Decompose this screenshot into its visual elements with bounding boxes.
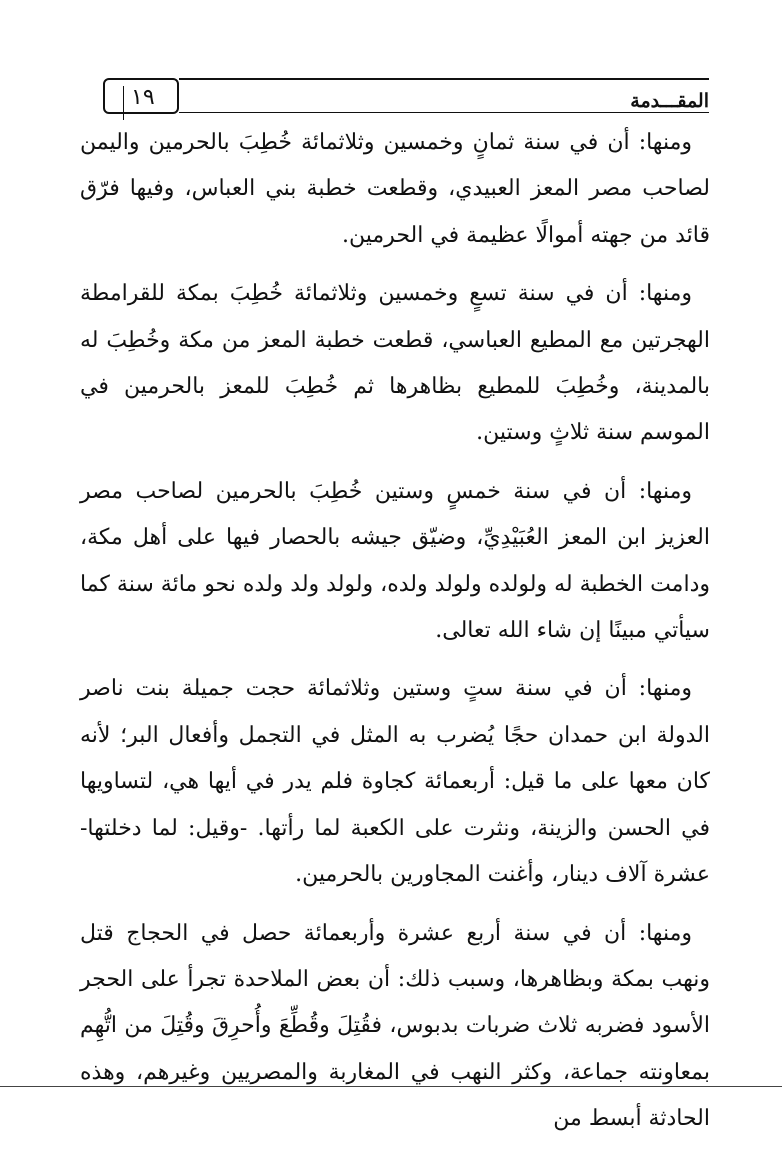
section-title: المقـــدمة <box>630 90 709 112</box>
page-header <box>103 78 709 122</box>
page-number: ١٩ <box>131 85 155 110</box>
page-body <box>80 120 710 1155</box>
footer-rule <box>0 1086 782 1087</box>
paragraph-3: ومنها: أن في سنة خمسٍ وستين خُطِبَ بالحرمين لصاحب مصر العزيز ابن المعز العُبَيْدِيِّ، وضيّق جيشه بالحصار فيها على أهل مكة، ودامت الخطبة له ولولده ولولد ولده، ولولد ولد ولده نحو مائة سنة كما سيأتي مبينًا إن شاء الله تعالى. <box>80 478 710 644</box>
paragraph-4: ومنها: أن في سنة ستٍ وستين وثلاثمائة حجت جميلة بنت ناصر الدولة ابن حمدان حجًا يُضرب به المثل في التجمل وأفعال البر؛ لأنه كان معها على ما قيل: أربعمائة كجاوة فلم يدر في أيها هي، لتساويها في الحسن والزينة، ونثرت على الكعبة لما رأتها. -وقيل: لما دخلتها- عشرة آلاف دينار، وأغنت المجاورين بالحرمين. <box>80 676 710 888</box>
header-rule-top <box>179 78 709 80</box>
paragraph-1: ومنها: أن في سنة ثمانٍ وخمسين وثلاثمائة خُطِبَ بالحرمين واليمن لصاحب مصر المعز العبيدي، وقطعت خطبة بني العباس، وفيها فرّق قائد من جهته أموالًا عظيمة في الحرمين. <box>80 130 710 248</box>
page-number-box <box>103 78 179 114</box>
page-number-divider <box>123 86 124 120</box>
paragraph-2: ومنها: أن في سنة تسعٍ وخمسين وثلاثمائة خُطِبَ بمكة للقرامطة الهجرتين مع المطيع العباسي، قطعت خطبة المعز من مكة وخُطِبَ له بالمدينة، وخُطِبَ للمطيع بظاهرها ثم خُطِبَ للمعز بالحرمين في الموسم سنة ثلاثٍ وستين. <box>80 281 710 446</box>
header-rule-bottom <box>179 112 709 113</box>
paragraph-5: ومنها: أن في سنة أربع عشرة وأربعمائة حصل في الحجاج قتل ونهب بمكة وبظاهرها، وسبب ذلك: أن بعض الملاحدة تجرأ على الحجر الأسود فضربه ثلاث ضربات بدبوس، فقُتِلَ وقُطِّعَ وأُحرِقَ وقُتِلَ من اتُّهِم بمعاونته جماعة، وكثر النهب في المغاربة والمصريين وغيرهم، وهذه الحادثة أبسط من <box>80 920 710 1132</box>
